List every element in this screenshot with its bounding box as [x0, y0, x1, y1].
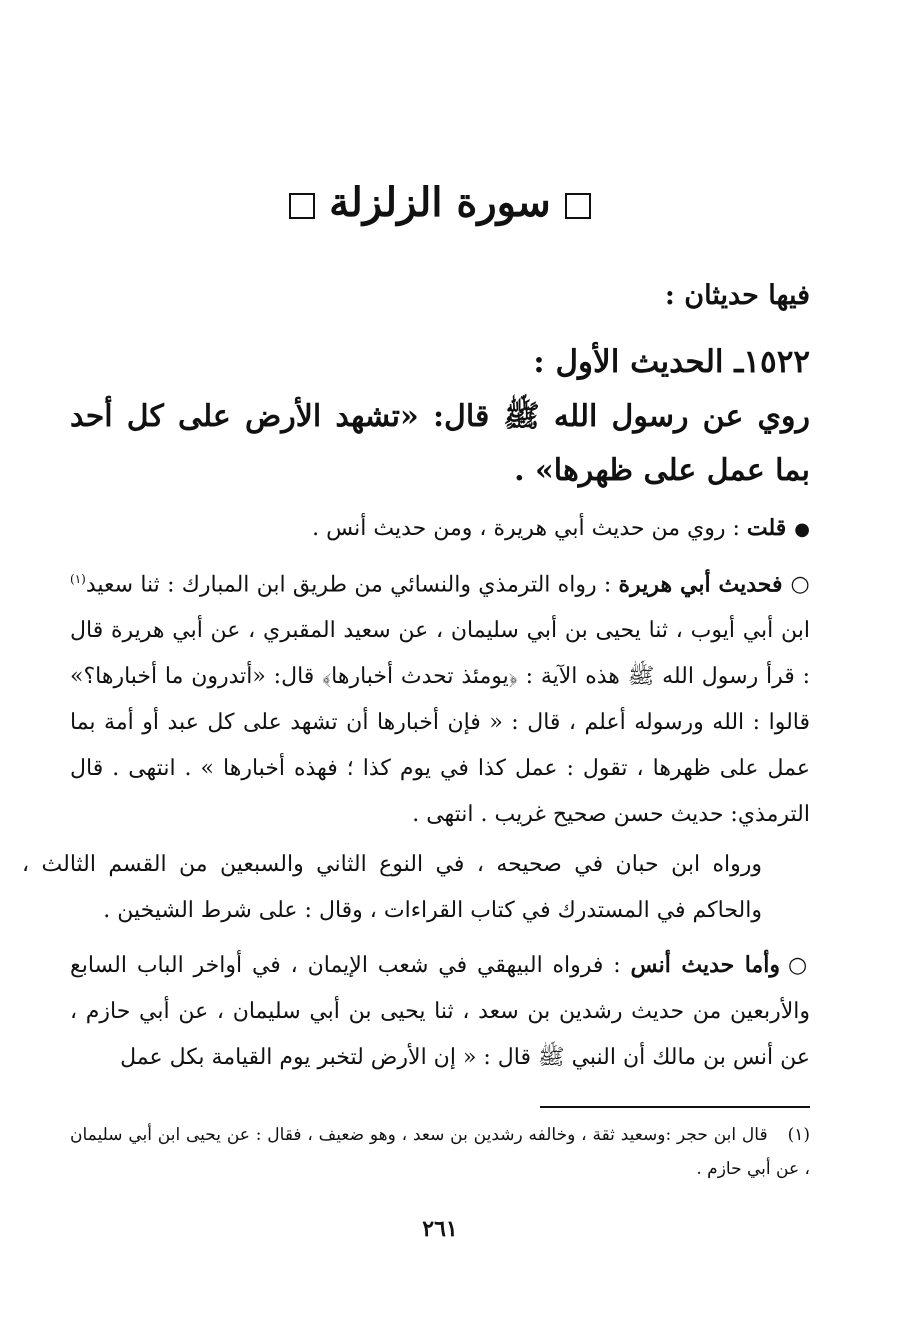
- ibn-hibban-paragraph: ورواه ابن حبان في صحيحه ، في النوع الثاني والسبعين من القسم الثالث ، والحاكم في المستدرك في كتاب القراءات ، وقال : على شرط الشيخين .: [22, 852, 762, 923]
- surah-title: سورة الزلزلة: [329, 179, 551, 226]
- bullet-icon: ●: [794, 519, 810, 540]
- note-paragraph: [70, 505, 810, 553]
- anas-paragraph: [70, 942, 810, 1081]
- circle-marker-icon: ○: [787, 953, 810, 978]
- page-number: ٢٦١: [422, 1216, 458, 1242]
- footnote: [70, 1118, 810, 1186]
- hadith-text: روي عن رسول الله ﷺ قال: «تشهد الأرض على كل أحد بما عمل على ظهرها» .: [70, 399, 810, 488]
- square-ornament-icon: [565, 193, 591, 219]
- abu-hurayra-paragraph: [70, 556, 810, 838]
- anas-text: : فرواه البيهقي في شعب الإيمان ، في أواخر الباب السابع والأربعين من حديث رشدين بن سعد ، ثنا يحيى بن أبي سليمان ، عن أبي حازم ، عن أنس بن مالك أن النبي ﷺ قال : « إن الأرض لتخبر يوم القيامة بكل عمل: [70, 953, 810, 1070]
- footnote-reference[interactable]: (١): [70, 572, 86, 586]
- document-page: [22, 0, 810, 1331]
- footnote-number: (١): [787, 1125, 810, 1145]
- abu-hurayra-text-continued: ابن أبي أيوب ، ثنا يحيى بن أبي سليمان ، عن سعيد المقبري ، عن أبي هريرة قال : قرأ رسول الله ﷺ هذه الآية : ﴿يومئذ تحدث أخبارها﴾ قال: «أتدرون ما أخبارها؟» قالوا : الله ورسوله أعلم ، قال : « فإن أخبارها أن تشهد على كل عبد أو أمة بما عمل على ظهرها ، تقول : عمل كذا في يوم كذا ؛ فهذه أخبارها » . انتهى . قال الترمذي: حديث حسن صحيح غريب . انتهى .: [70, 618, 810, 828]
- footnote-text: قال ابن حجر :وسعيد ثقة ، وخالفه رشدين بن سعد ، وهو ضعيف ، فقال : عن يحيى ابن أبي سليمان ، عن أبي حازم .: [70, 1125, 810, 1179]
- abu-hurayra-label: فحديث أبي هريرة: [618, 571, 783, 598]
- footnote-divider: [540, 1106, 810, 1108]
- intro-line: فيها حديثان :: [664, 280, 810, 311]
- abu-hurayra-text: : رواه الترمذي والنسائي من طريق ابن المبارك : ثنا سعيد: [85, 572, 612, 598]
- hadith-heading: ١٥٢٢ـ الحديث الأول :: [533, 344, 810, 380]
- circle-marker-icon: ○: [790, 572, 810, 598]
- square-ornament-icon: [289, 193, 315, 219]
- surah-title-row: [70, 178, 810, 228]
- note-label: قلت: [746, 515, 787, 541]
- note-text: : روي من حديث أبي هريرة ، ومن حديث أنس .: [312, 516, 740, 541]
- anas-label: وأما حديث أنس: [630, 952, 780, 978]
